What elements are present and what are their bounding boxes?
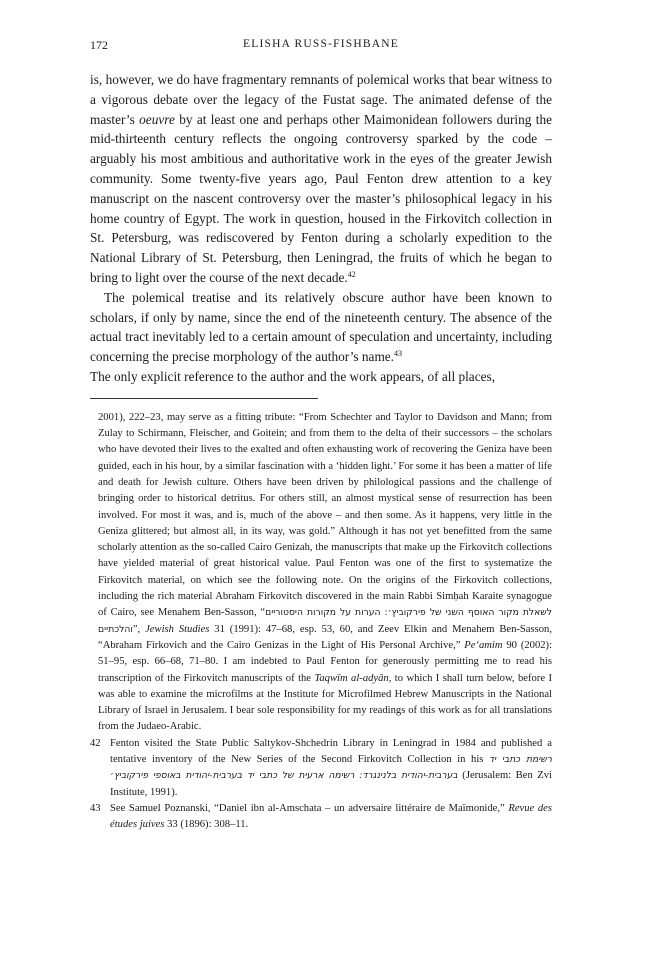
page-number: 172 bbox=[90, 38, 108, 52]
footnote-43-text-a: See Samuel Poznanski, “Daniel ibn al-Amschata – un adversaire littéraire de Maïmonide,” bbox=[110, 802, 509, 814]
paragraph-1-text-b: by at least one and perhaps other Maimonidean followers during the mid-thirteenth century reflects the ongoing controversy sparked by the code – arguably his most ambitious and authoritative work in the eyes of the greater Jewish community. Some twenty-five years ago, Paul Fenton drew attention to a key manuscript on the nascent controversy over the master’s philosophical legacy in his home country of Egypt. The work in question, housed in the Firkovitch collection in St. Petersburg, was rediscovered by Fenton during a scholarly expedition to the National Library of St. Petersburg, then Leningrad, the fruits of which he began to bring to light over the course of the next decade. bbox=[90, 111, 552, 285]
footnote-43 bbox=[90, 801, 552, 834]
paragraph-2-text: The polemical treatise and its relatively obscure author have been known to scholars, if only by name, since the end of the nineteenth century. The absence of the actual tract inevitably led to a certain amount of speculation and uncertainty, including concerning the precise morphology of the author’s name. bbox=[90, 289, 552, 365]
running-title: ELISHA RUSS-FISHBANE bbox=[243, 38, 399, 50]
footnote-ref-42[interactable]: 42 bbox=[347, 269, 356, 279]
footnote-41-text-e: to which I shall turn below, before I was able to examine the microfilms at the Institute for Microfilmed Hebrew Manuscripts in the National Library of Israel in Jerusalem. I bear sole responsibility for my readings of this work as for all translations from the Judaeo-Arabic. bbox=[98, 672, 552, 733]
journal-jewish-studies: Jewish Studies bbox=[145, 623, 210, 635]
paragraph-1 bbox=[90, 70, 552, 288]
title-taqwim: Taqwīm al-adyān, bbox=[314, 672, 392, 684]
footnote-41-text-a: 2001), 222–23, may serve as a fitting tribute: “From Schechter and Taylor to Davidson and Mann; from Zulay to Schirmann, Fleischer, and Goitein; and from them to the delta of their successors – the scholars who have devoted their lives to the exalted and often exhausting work of recovering the Geniza have been guided, each in his hour, by a similar fascination with a ‘hidden light.’ For some it has been a matter of life and death for Jewish culture. Others have been driven by philological passions and the challenge of bringing order to historical detritus. For others still, an almost mystical sense of resurrection has been involved. For most it was, and is, much of the above – and then some. As it happens, very little in the Geniza glittered; but almost all, in its way, was gold.” Although it has not yet benefitted from the same scholarly attention as the so-called Cairo Genizah, the manuscripts that make up the Firkovitch collections have yielded material of great historical value. Paul Fenton was one of the first to systematize the Firkovitch material, on which see the following note. On the origins of the Firkovitch collections, including the rich material Abraham Firkovitch discovered in the main Rabbi Simḥah Karaite synagogue of Cairo, see Menahem Ben-Sasson, “ bbox=[98, 411, 552, 619]
body-text bbox=[90, 70, 552, 387]
footnote-43-text-b: 33 (1896): 308–11. bbox=[164, 819, 249, 831]
footnote-41-text-b: ”, bbox=[132, 623, 146, 635]
paragraph-1-text-a: is, however, we do have fragmentary remnants of polemical works that bear witness to a vigorous debate over the legacy of the Fustat sage. The animated defense of the master’s bbox=[90, 72, 552, 127]
journal-peamim: Pe‘amim bbox=[464, 639, 503, 651]
footnote-42-number: 42 bbox=[90, 737, 101, 749]
footnote-42-text-a: Fenton visited the State Public Saltykov-Shchedrin Library in Leningrad in 1984 and published a tentative inventory of the New Series of the Second Firkovitch Collection in his bbox=[110, 737, 552, 765]
oeuvre-italic: oeuvre bbox=[139, 111, 175, 127]
footnotes bbox=[90, 410, 552, 834]
footnote-41-text-c: 31 (1991): 47–68, esp. 53, 60, and Zeev Elkin and Menahem Ben-Sasson, “Abraham Firkovich and the Cairo Genizas in the Light of His Personal Archive,” bbox=[98, 623, 552, 651]
paragraph-3: The only explicit reference to the author and the work appears, of all places, bbox=[90, 368, 496, 384]
footnote-43-number: 43 bbox=[90, 802, 101, 814]
footnote-rule bbox=[90, 398, 318, 399]
hebrew-title-ben-sasson: לשאלת מקור האוסף השני של פירקוביץ׳: הערות על מקורות היסטוריים והלכתיים bbox=[98, 607, 552, 635]
running-head bbox=[90, 38, 552, 58]
footnote-42 bbox=[90, 736, 552, 801]
footnote-41-text-d: 90 (2002): 51–95, esp. 66–68, 71–80. I am indebted to Paul Fenton for generously permitting me to read his transcription of the Firkovitch manuscripts of the bbox=[98, 639, 553, 684]
footnote-41-continued bbox=[90, 410, 552, 736]
paragraph-2 bbox=[90, 288, 552, 367]
footnote-ref-43[interactable]: 43 bbox=[394, 349, 403, 359]
hebrew-title-fenton: רשימת כתבי יד בערבית-יהודית בלנינגרד: רשימה ארעית של כתבי יד בערבית-יהודית באוספי פירקוביץ׳ bbox=[110, 753, 552, 782]
footnote-42-text-b: (Jerusalem: Ben Zvi Institute, 1991). bbox=[110, 770, 552, 798]
journal-rej: Revue des études juives bbox=[110, 802, 552, 831]
book-page bbox=[90, 38, 552, 833]
